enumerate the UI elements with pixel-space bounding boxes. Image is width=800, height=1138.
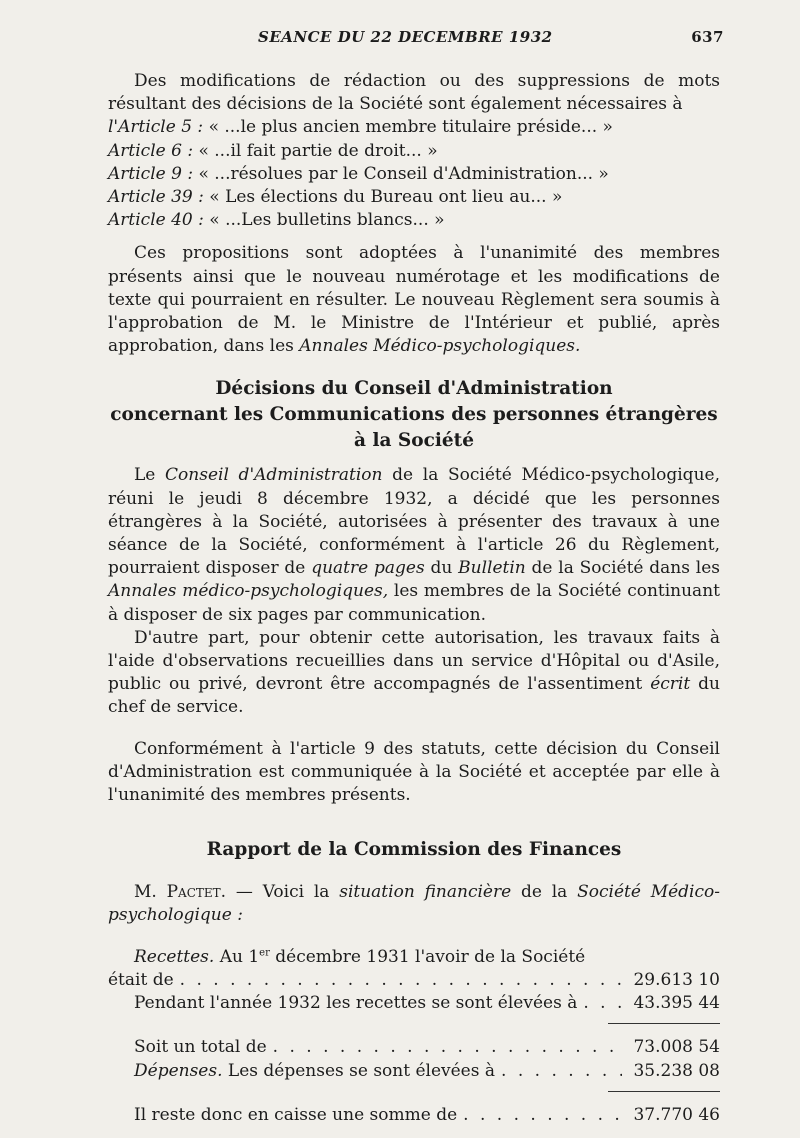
finance-row xyxy=(108,1104,720,1127)
row-label: Pendant l'année 1932 les recettes se sont élevées à xyxy=(134,993,578,1014)
ordinal-sup: er xyxy=(259,947,270,959)
text-run: de la Société Médico-psychologique, réuni le jeudi 8 décembre 1932, a décidé que les personnes étrangères à la Société, autorisées à présenter des travaux à une séance de la Société, conformément à l'article 26 du Règlement, pourraient disposer de xyxy=(108,465,720,579)
heading-line: Décisions du Conseil d'Administration xyxy=(215,378,613,400)
article-line xyxy=(108,140,720,163)
row-amount: 73.008 54 xyxy=(633,1037,720,1058)
text-run: Bulletin xyxy=(458,558,526,579)
article-line xyxy=(108,186,720,209)
finance-table xyxy=(108,946,720,1127)
article-text: « ...le plus ancien membre titulaire préside... » xyxy=(208,117,613,138)
text-run: du chef de service. xyxy=(108,674,720,718)
recettes-line xyxy=(108,946,720,969)
text-run: Au 1 xyxy=(214,946,260,967)
text-run: de la Société dans les xyxy=(525,558,720,579)
text-run: Les dépenses se sont élevées à xyxy=(222,1060,496,1081)
article-line xyxy=(108,209,720,232)
propositions-paragraph xyxy=(108,242,720,358)
article-text: « ...il fait partie de droit... » xyxy=(198,140,438,161)
page-body xyxy=(108,70,720,1127)
row-amount: 35.238 08 xyxy=(633,1060,720,1081)
article-label: l'Article 5 : xyxy=(108,117,204,138)
statutes-paragraph: Conformément à l'article 9 des statuts, cette décision du Conseil d'Administration est communiquée à la Société et acceptée par elle à l'unanimité des membres présents. xyxy=(108,738,720,806)
authorization-paragraph xyxy=(108,627,720,720)
text-run: écrit xyxy=(650,674,691,695)
finance-intro xyxy=(108,881,720,927)
article-text: « ...résolues par le Conseil d'Administration... » xyxy=(198,163,609,184)
article-line xyxy=(108,163,720,186)
leader-dots xyxy=(583,992,622,1015)
page-number: 637 xyxy=(691,28,724,46)
row-label: Il reste donc en caisse une somme de xyxy=(134,1104,458,1125)
finance-row xyxy=(108,969,720,992)
journal-title: Annales Médico-psychologiques. xyxy=(299,336,581,357)
text-run: situation financière xyxy=(339,882,512,903)
intro-paragraph: Des modifications de rédaction ou des suppressions de mots résultant des décisions de la Société sont également nécessaires à xyxy=(108,71,720,115)
propositions-text: Ces propositions sont adoptées à l'unanimité des membres présents ainsi que le nouveau numérotage et les modifications de texte qui pourraient en résulter. Le nouveau Règlement sera soumis à l'approbation de M. le Ministre de l'Intérieur et publié, après approbation, dans les xyxy=(108,243,720,357)
text-run: décembre 1931 l'avoir de la Société xyxy=(269,946,586,967)
text-run: Annales médico-psychologiques, xyxy=(108,581,389,602)
article-list xyxy=(108,116,720,232)
text-run: Conseil d'Administration xyxy=(165,465,383,486)
article-label: Article 9 : xyxy=(108,163,194,184)
row-amount: 29.613 10 xyxy=(633,969,720,990)
row-label xyxy=(134,1060,495,1083)
row-amount: 43.395 44 xyxy=(633,993,720,1014)
text-run: D'autre part, pour obtenir cette autorisation, les travaux faits à l'aide d'observations recueillies dans un service d'Hôpital ou d'Asile, public ou privé, devront être accompagnés de l'assentiment xyxy=(108,627,720,695)
row-amount: 37.770 46 xyxy=(633,1104,720,1125)
sum-rule xyxy=(608,1023,720,1024)
text-run: du xyxy=(424,558,459,579)
leader-dots xyxy=(273,1036,622,1059)
finance-row xyxy=(108,1036,720,1059)
finance-row xyxy=(108,1060,720,1083)
row-label: Soit un total de xyxy=(134,1037,267,1058)
text-run: Société Médico-psychologique : xyxy=(108,882,720,926)
article-label: Article 39 : xyxy=(108,187,204,208)
depenses-label: Dépenses. xyxy=(134,1060,223,1081)
article-label: Article 6 : xyxy=(108,140,194,161)
article-line xyxy=(108,116,720,139)
article-label: Article 40 : xyxy=(108,210,204,231)
difference-rule xyxy=(608,1091,720,1092)
leader-dots xyxy=(463,1104,622,1127)
heading-line: concernant les Communications des personnes étrangères xyxy=(110,404,718,426)
text-run: quatre pages xyxy=(311,558,425,579)
article-text: « Les élections du Bureau ont lieu au... » xyxy=(209,187,563,208)
leader-dots xyxy=(501,1060,622,1083)
recettes-label: Recettes. xyxy=(134,946,215,967)
section-heading-finances: Rapport de la Commission des Finances xyxy=(206,839,622,861)
row-label: était de xyxy=(108,969,174,990)
finance-row xyxy=(108,992,720,1015)
section-heading-decisions xyxy=(108,376,720,454)
header-title: SEANCE DU 22 DECEMBRE 1932 xyxy=(258,28,553,46)
heading-line: à la Société xyxy=(354,430,474,452)
decision-paragraph xyxy=(108,464,720,626)
text-run: les membres de la Société continuant à disposer de six pages par communication. xyxy=(108,581,720,625)
leader-dots xyxy=(180,969,622,992)
text-run: — Voici la xyxy=(226,882,340,903)
speaker-name: M. Pactet. xyxy=(134,882,227,903)
text-run: Le xyxy=(134,465,166,486)
text-run: de la xyxy=(511,882,578,903)
article-text: « ...Les bulletins blancs... » xyxy=(209,210,445,231)
